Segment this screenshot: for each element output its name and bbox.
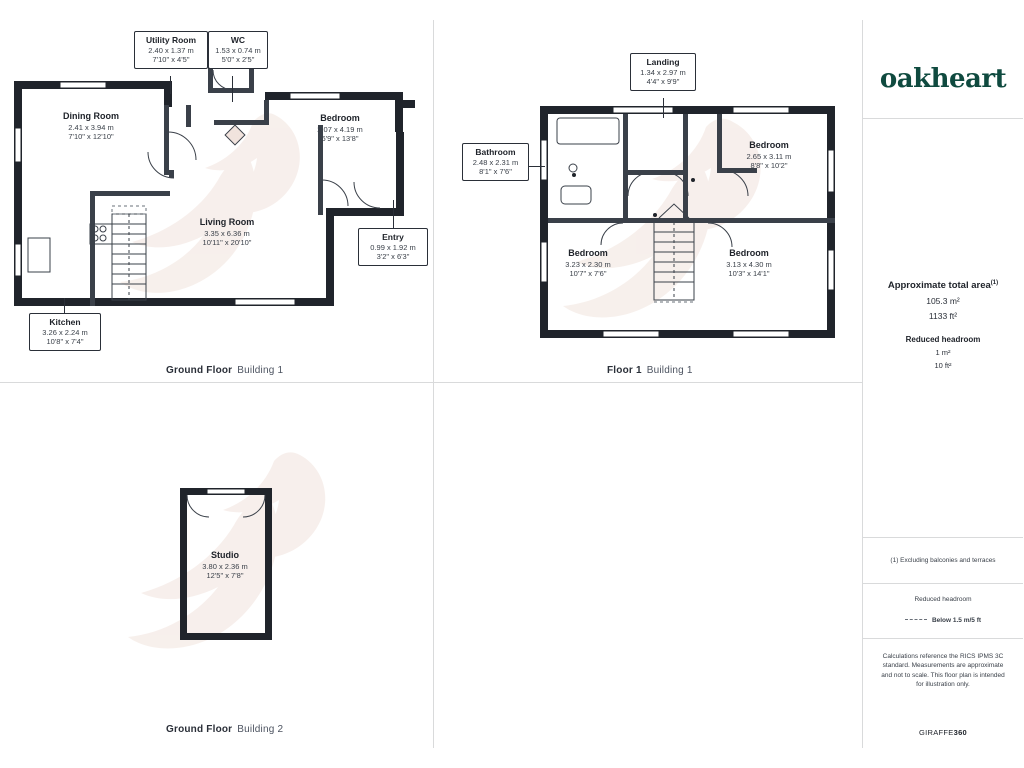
room-dimensions-metric: 1.53 x 0.74 m (215, 45, 261, 55)
room-name: Dining Room (63, 111, 119, 121)
room-dimensions-imperial: 10'3" x 14'1" (728, 269, 770, 279)
leader-utility-room (170, 76, 171, 94)
room-name: Bedroom (729, 248, 769, 258)
room-dimensions-imperial: 3'2" x 6'3" (376, 252, 410, 261)
room-box-bathroom (462, 143, 529, 181)
room-name: Landing (646, 57, 680, 67)
room-dimensions-metric: 3.35 x 6.36 m (204, 228, 250, 238)
reduced-headroom-title: Reduced headroom (905, 335, 981, 345)
building-name: Building 1 (646, 365, 693, 376)
room-box-utility-room (134, 31, 208, 69)
room-dimensions-metric: 3.23 x 2.30 m (565, 259, 611, 269)
sidebar-separator-3 (863, 583, 1023, 584)
legend-reduced-headroom (863, 617, 1023, 624)
room-box-wc (208, 31, 268, 69)
provider-logo (863, 728, 1023, 737)
room-dimensions-imperial: 10'7" x 7'6" (569, 269, 607, 279)
room-dimensions-imperial: 8'8" x 10'2" (750, 161, 788, 171)
room-dimensions-imperial: 7'10" x 12'10" (68, 132, 114, 142)
room-dimensions-metric: 2.48 x 2.31 m (472, 157, 519, 167)
leader-entry (393, 200, 394, 228)
caption-ground-floor-building-2 (166, 724, 283, 735)
room-box-landing (630, 53, 696, 91)
room-name: Studio (211, 550, 239, 560)
reduced-headroom-imperial: 10 ft² (934, 361, 952, 371)
sidebar-separator-1 (863, 118, 1023, 119)
room-label-studio (170, 550, 280, 581)
room-name: WC (230, 35, 246, 45)
room-box-kitchen (29, 313, 101, 351)
room-name: Bedroom (320, 113, 360, 123)
room-name: Kitchen (49, 317, 81, 327)
room-label-bedroom-ground (285, 113, 395, 144)
room-name: Living Room (199, 217, 255, 227)
floor-name: Ground Floor (166, 724, 233, 735)
disclaimer-text: Calculations reference the RICS IPMS 3C standard. Measurements are approximate and not to scale. This floor plan is intended for illustration only. (881, 653, 1005, 689)
room-dimensions-metric: 0.99 x 1.92 m (370, 242, 416, 252)
room-name: Utility Room (145, 35, 197, 45)
legend-title: Reduced headroom (914, 596, 972, 603)
leader-wc (232, 76, 233, 102)
room-dimensions-imperial: 4'4" x 9'9" (646, 77, 680, 86)
room-label-bedroom-upper-right (714, 140, 824, 171)
room-dimensions-imperial: 5'0" x 2'5" (221, 55, 255, 64)
dashed-line-icon (905, 619, 927, 620)
sidebar (863, 20, 1023, 748)
floor-name: Floor 1 (607, 365, 642, 376)
room-dimensions-imperial: 8'1" x 7'6" (479, 167, 512, 176)
room-dimensions-metric: 1.34 x 2.97 m (640, 67, 686, 77)
room-dimensions-imperial: 10'11" x 20'10" (202, 238, 252, 248)
room-label-bedroom-lower-right (694, 248, 804, 279)
area-title-text: Approximate total area (887, 280, 991, 292)
building-name: Building 2 (237, 724, 284, 735)
room-dimensions-imperial: 10'8" x 7'4" (46, 337, 84, 346)
provider-name: GIRAFFE (918, 728, 954, 737)
room-box-entry (358, 228, 428, 266)
room-dimensions-metric: 3.13 x 4.30 m (726, 259, 772, 269)
building-name: Building 1 (237, 365, 284, 376)
reduced-headroom-metric: 1 m² (935, 348, 951, 358)
room-name: Bedroom (568, 248, 608, 258)
room-dimensions-imperial: 12'5" x 7'8" (206, 571, 244, 581)
room-dimensions-metric: 2.40 x 1.37 m (148, 45, 194, 55)
room-dimensions-metric: 3.26 x 2.24 m (42, 327, 88, 337)
provider-suffix: 360 (953, 728, 968, 737)
legend-label: Below 1.5 m/5 ft (931, 617, 982, 624)
room-name: Entry (382, 232, 404, 242)
area-total-imperial: 1133 ft² (928, 311, 958, 322)
decorative-leaf-shape (120, 113, 300, 293)
sidebar-separator-2 (863, 537, 1023, 538)
area-total-metric: 105.3 m² (926, 296, 960, 307)
room-dimensions-imperial: 6'9" x 13'8" (321, 134, 359, 144)
footnote-excluding: (1) Excluding balconies and terraces (890, 557, 996, 564)
room-label-dining-room (36, 111, 146, 142)
room-label-bedroom-lower-left (533, 248, 643, 279)
room-name: Bedroom (749, 140, 789, 150)
brand-logo: oakheart (879, 64, 1007, 94)
room-dimensions-metric: 3.80 x 2.36 m (202, 561, 248, 571)
caption-ground-floor-building-1 (166, 365, 283, 376)
leader-landing (663, 98, 664, 118)
area-title (863, 280, 1023, 291)
sidebar-separator-4 (863, 638, 1023, 639)
floor-name: Ground Floor (166, 365, 233, 376)
area-title-footnote-marker: (1) (990, 280, 999, 286)
room-dimensions-imperial: 7'10" x 4'5" (152, 55, 190, 64)
leader-bathroom (529, 166, 545, 167)
room-dimensions-metric: 2.07 x 4.19 m (317, 124, 363, 134)
room-dimensions-metric: 2.65 x 3.11 m (746, 151, 792, 161)
leader-kitchen (64, 298, 65, 313)
area-summary (863, 280, 1023, 370)
room-label-living-room (172, 217, 282, 248)
room-dimensions-metric: 2.41 x 3.94 m (68, 122, 114, 132)
caption-floor-1-building-1 (607, 365, 693, 376)
room-name: Bathroom (475, 147, 516, 157)
